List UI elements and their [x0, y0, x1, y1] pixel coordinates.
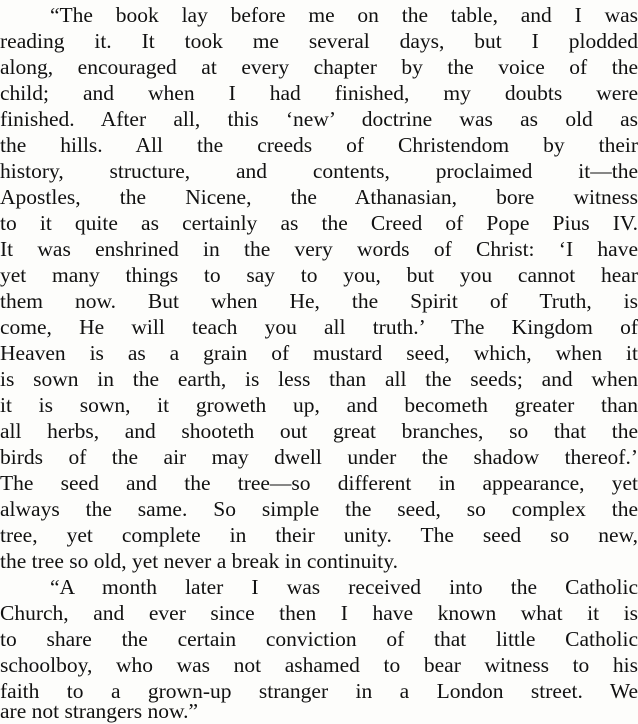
text-line: to share the certain conviction of that little Catholic — [0, 627, 638, 651]
text-line: schoolboy, who was not ashamed to bear witness to his — [0, 653, 638, 677]
text-line: child; and when I had finished, my doubts were — [0, 81, 638, 105]
text-line: faith to a grown-up stranger in a London street. We — [0, 679, 638, 703]
text-line: It was enshrined in the very words of Christ: ‘I have — [0, 237, 638, 261]
text-line: “The book lay before me on the table, and I was — [50, 3, 638, 27]
text-line: the tree so old, yet never a break in continuity. — [0, 549, 399, 573]
text-line: always the same. So simple the seed, so complex the — [0, 497, 638, 521]
text-line: The seed and the tree—so different in appearance, yet — [0, 471, 638, 495]
text-line: come, He will teach you all truth.’ The Kingdom of — [0, 315, 638, 339]
text-line: tree, yet complete in their unity. The seed so new, — [0, 523, 638, 547]
text-line: are not strangers now.” — [0, 699, 199, 723]
text-line: reading it. It took me several days, but I plodded — [0, 29, 638, 53]
text-line: all herbs, and shooteth out great branches, so that the — [0, 419, 638, 443]
text-line: yet many things to say to you, but you cannot hear — [0, 263, 638, 287]
text-line: Church, and ever since then I have known what it is — [0, 601, 638, 625]
text-line: Heaven is as a grain of mustard seed, which, when it — [0, 341, 638, 365]
text-line: “A month later I was received into the Catholic — [50, 575, 638, 599]
text-line: along, encouraged at every chapter by the voice of the — [0, 55, 638, 79]
text-line: it is sown, it groweth up, and becometh greater than — [0, 393, 638, 417]
text-line: to it quite as certainly as the Creed of Pope Pius IV. — [0, 211, 638, 235]
text-line: birds of the air may dwell under the shadow thereof.’ — [0, 445, 638, 469]
text-line: them now. But when He, the Spirit of Truth, is — [0, 289, 638, 313]
text-line: Apostles, the Nicene, the Athanasian, bore witness — [0, 185, 638, 209]
text-line: history, structure, and contents, proclaimed it—the — [0, 159, 638, 183]
text-line: is sown in the earth, is less than all the seeds; and when — [0, 367, 638, 391]
text-line: finished. After all, this ‘new’ doctrine was as old as — [0, 107, 638, 131]
text-line: the hills. All the creeds of Christendom by their — [0, 133, 638, 157]
